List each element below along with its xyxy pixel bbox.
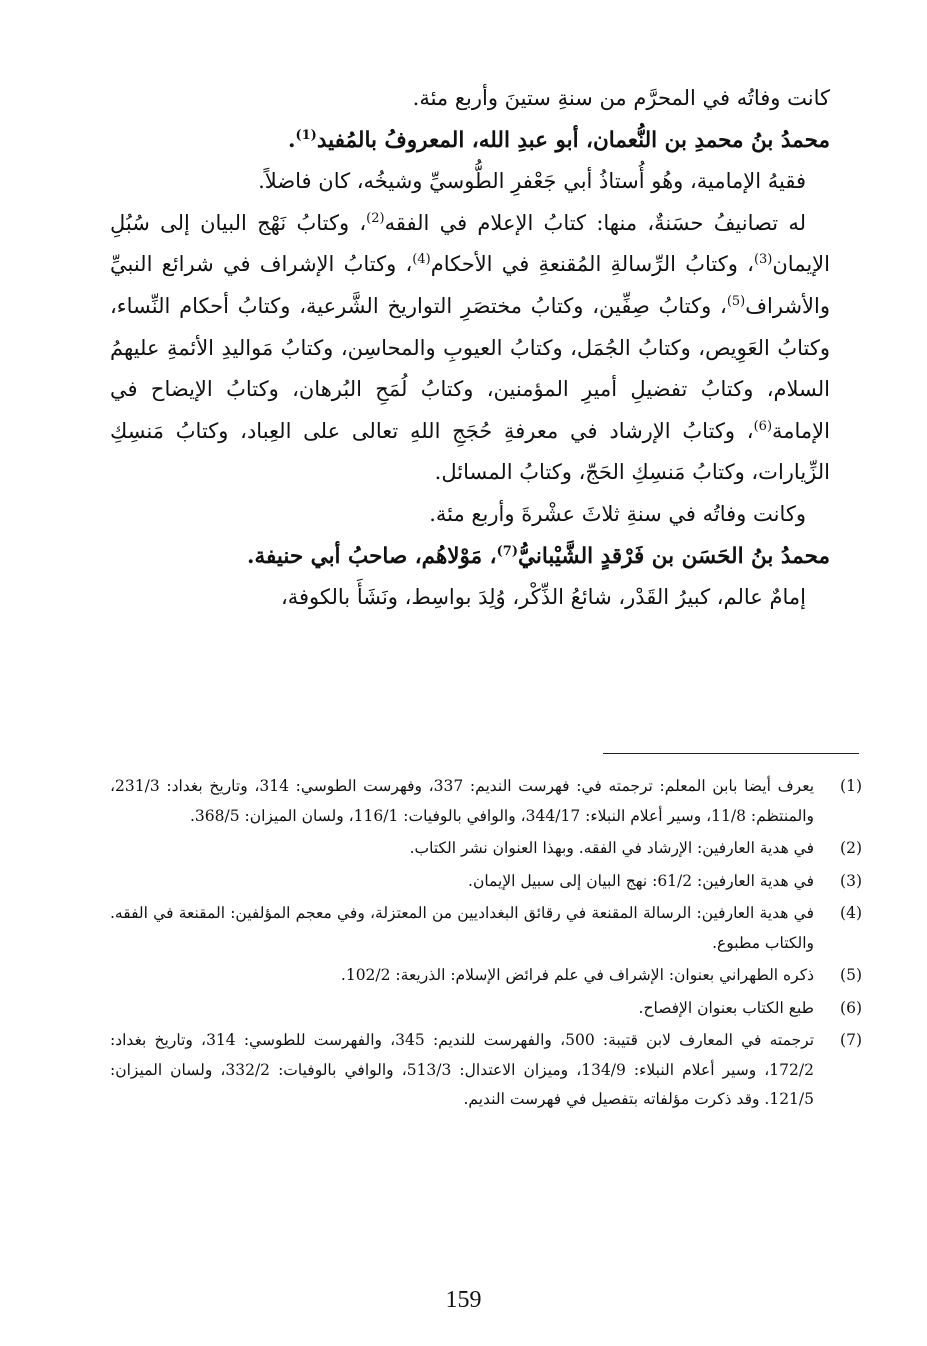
paragraph-death-date-2: وكانت وفاتُه في سنةِ ثلاثَ عشْرةَ وأربع مئة. <box>429 501 806 526</box>
works-text-d: ، وكتابُ الإشراف في شرائع النبيِّ والأشراف <box>110 252 830 318</box>
footnote-ref-1[interactable]: (1) <box>295 127 317 143</box>
entry-heading-mufid-end: . <box>287 127 296 153</box>
footnote-ref-3[interactable]: (3) <box>753 252 773 268</box>
footnote-item <box>110 899 862 958</box>
works-text-e: ، وكتابُ صِفِّين، وكتابُ مختصَرِ التواريخ الشَّرعية، وكتابُ أحكام النِّساء، وكتابُ العَوِيص، وكتابُ الجُمَل، وكتابُ العيوبِ والمحاسِن، وكتابُ مَواليدِ الأئمةِ عليهمُ السلام، وكتابُ تفضيلِ أميرِ المؤمنين، وكتابُ لُمَحِ البُرهان، وكتابُ الإيضاح في الإمامة <box>110 293 830 443</box>
footnote-item <box>110 834 862 864</box>
footnote-ref-6[interactable]: (6) <box>753 418 773 434</box>
footnote-ref-7[interactable]: (7) <box>496 543 518 559</box>
entry-heading-mufid <box>110 120 830 162</box>
footnote-ref-2[interactable]: (2) <box>366 210 385 226</box>
page-number: 159 <box>445 1287 482 1313</box>
footnote-number: (7) <box>840 1031 862 1049</box>
footnote-text: ذكره الطهراني بعنوان: الإشراف في علم فرائض الإسلام: الذريعة: 102/2. <box>340 966 814 984</box>
works-text-c: ، وكتابُ الرِّسالةِ المُقنعةِ في الأحكام <box>430 252 754 277</box>
works-text-f: ، وكتابُ الإرشاد في معرفةِ حُجَجِ اللهِ تعالى على العِباد، وكتابُ مَنسِكِ الزِّيارات، وكتابُ مَنسِكِ الحَجّ، وكتابُ المسائل. <box>110 418 830 485</box>
paragraph-shaybani-intro: إمامٌ عالم، كبيرُ القَدْر، شائعُ الذِّكْر، وُلِدَ بواسِط، ونَشَأَ بالكوفة، <box>280 585 806 610</box>
footnote-text: في هدية العارفين: 61/2: نهج البيان إلى سبيل الإيمان. <box>468 871 814 890</box>
footnote-text: في هدية العارفين: الإرشاد في الفقه. وبهذا العنوان نشر الكتاب. <box>409 839 814 857</box>
footnote-text: في هدية العارفين: الرسالة المقنعة في رقائق البغداديين من المعتزلة، وفي معجم المؤلفين: المقنعة في الفقه. والكتاب مطبوع. <box>110 904 814 952</box>
entry-heading-mufid-name: محمدُ بنُ محمدِ بن النُّعمان، أبو عبدِ الله، المعروفُ بالمُفيد <box>316 127 830 153</box>
footnote-number: (4) <box>840 904 862 922</box>
footnote-item <box>110 772 862 831</box>
footnotes <box>110 772 862 1118</box>
footnote-item <box>110 961 862 991</box>
entry-heading-shaybani-name: محمدُ بنُ الحَسَن بن فَرْقدٍ الشَّيْبانيُّ <box>517 543 830 569</box>
footnote-number: (6) <box>840 998 862 1017</box>
footnote-text: ترجمته في المعارف لابن قتيبة: 500، والفهرست للنديم: 345، والفهرست للطوسي: 314، وتاريخ بغداد: 172/2، وسير أعلام النبلاء: 134/9، وميزان الاعتدال: 513/3، والوافي بالوفيات: 332/2، ولسان الميزان: 121/5. وقد ذكرت مؤلفاته بتفصيل في فهرست النديم. <box>110 1031 815 1108</box>
footnote-item <box>110 994 862 1024</box>
footnote-item <box>110 1026 862 1115</box>
footnote-number: (2) <box>840 839 862 857</box>
paragraph-mufid-intro: فقيهُ الإمامية، وهُو أُستاذُ أبي جَعْفرِ الطُّوسيِّ وشيخُه، كان فاضلاً. <box>258 169 806 194</box>
footnote-text: يعرف أيضا بابن المعلم: ترجمته في: فهرست النديم: 337، وفهرست الطوسي: 314، وتاريخ بغداد: 231/3، والمنتظم: 11/8، وسير أعلام النبلاء: 344/17، والوافي بالوفيات: 116/1، ولسان الميزان: 368/5. <box>110 777 815 825</box>
paragraph-death-date-1: كانت وفاتُه في المحرَّم من سنةِ ستينَ وأربع مئة. <box>412 86 830 110</box>
main-text <box>110 78 830 619</box>
footnote-separator <box>603 753 859 754</box>
entry-heading-shaybani <box>110 536 830 578</box>
footnote-number: (3) <box>840 871 862 890</box>
footnote-text: طبع الكتاب بعنوان الإفصاح. <box>638 998 814 1017</box>
works-text-b: ، وكتابُ نَهْج البيان إلى سُبُلِ الإيمان <box>110 210 830 277</box>
footnote-ref-4[interactable]: (4) <box>412 252 431 268</box>
footnote-number: (5) <box>840 966 862 984</box>
footnote-ref-5[interactable]: (5) <box>726 293 746 309</box>
footnote-item <box>110 867 862 897</box>
footnote-number: (1) <box>840 777 862 795</box>
entry-heading-shaybani-rest: ، مَوْلاهُم، صاحبُ أبي حنيفة. <box>247 543 497 569</box>
works-text-a: له تصانيفُ حسَنةٌ، منها: كتابُ الإعلام في الفقه <box>384 210 806 235</box>
paragraph-mufid-works <box>110 203 830 494</box>
